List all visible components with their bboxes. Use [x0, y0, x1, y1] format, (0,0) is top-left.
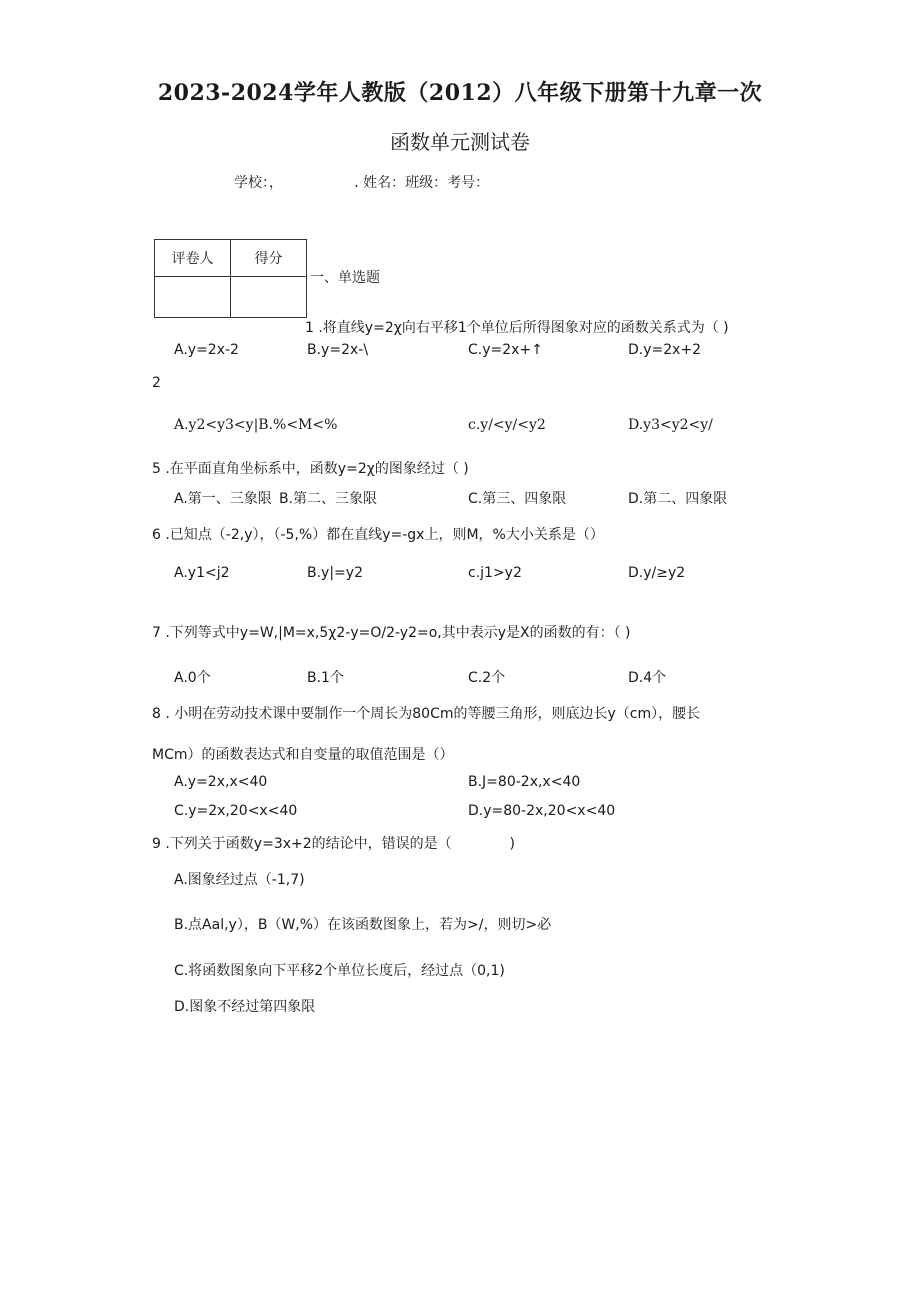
question-2-option-d: D.y3<y2<y/	[628, 417, 713, 433]
score-table	[154, 239, 307, 318]
question-5-option-d: D.第二、四象限	[628, 491, 728, 507]
page-title: 2023-2024学年人教版（2012）八年级下册第十九章一次	[157, 80, 763, 106]
question-2-stem: 2	[152, 375, 161, 391]
score-table-cell-score	[231, 277, 307, 318]
question-8-option-a: A.y=2x,x<40	[174, 774, 268, 790]
score-table-header-grader: 评卷人	[155, 240, 231, 277]
student-info-line: 学校：， . 姓名：班级：考号：	[234, 175, 490, 191]
question-5-option-a: A.第一、三象限	[174, 491, 272, 507]
question-6-option-d: D.y/≥y2	[628, 565, 686, 581]
question-6-option-b: B.y|=y2	[307, 565, 363, 581]
question-6-option-a: A.y1<j2	[174, 565, 230, 581]
question-9-stem: 9 .下列关于函数y=3x+2的结论中，错误的是（ )	[152, 836, 515, 852]
question-5-option-c: C.第三、四象限	[468, 491, 567, 507]
question-7-stem: 7 .下列等式中y=W,|M=x,5χ2-y=O/2-y2=o,其中表示y是X的函数的有：（ )	[152, 625, 631, 641]
question-8-option-c: C.y=2x,20<x<40	[174, 803, 298, 819]
question-8-stem-continued: MCm）的函数表达式和自变量的取值范围是（）	[152, 747, 454, 763]
question-1-option-a: A.y=2x-2	[174, 342, 239, 358]
question-2-option-ab: A.y2<y3<y|B.%<M<%	[174, 417, 338, 433]
question-7-option-a: A.0个	[174, 670, 211, 686]
section-title: 一、单选题	[310, 270, 380, 286]
question-7-option-d: D.4个	[628, 670, 667, 686]
question-8-stem: 8 . 小明在劳动技术课中要制作一个周长为80Cm的等腰三角形，则底边长y（cm），腰长	[152, 706, 701, 722]
question-5-stem: 5 .在平面直角坐标系中，函数y=2χ的图象经过（ )	[152, 461, 469, 477]
question-6-option-c: c.j1>y2	[468, 565, 522, 581]
question-1-option-c: C.y=2x+↑	[468, 342, 543, 358]
question-6-stem: 6 .已知点（-2,y），（-5,%）都在直线y=-gx上，则M，%大小关系是（）	[152, 527, 604, 543]
score-table-cell-grader	[155, 277, 231, 318]
question-9-option-d: D.图象不经过第四象限	[174, 999, 316, 1015]
question-1-option-b: B.y=2x-\	[307, 342, 369, 358]
question-1-option-d: D.y=2x+2	[628, 342, 702, 358]
question-7-option-b: B.1个	[307, 670, 344, 686]
question-8-option-d: D.y=80-2x,20<x<40	[468, 803, 616, 819]
question-1-stem: 1 .将直线y=2χ向右平移1个单位后所得图象对应的函数关系式为（ )	[305, 320, 729, 336]
question-8-option-b: B.J=80-2x,x<40	[468, 774, 581, 790]
question-9-option-c: C.将函数图象向下平移2个单位长度后，经过点（0,1)	[174, 963, 505, 979]
question-9-option-a: A.图象经过点（-1,7)	[174, 872, 305, 888]
question-9-option-b: B.点Aal,y），B（W,%）在该函数图象上，若为>/，则切>必	[174, 917, 552, 933]
score-table-header-score: 得分	[231, 240, 307, 277]
question-2-option-c: c.y/<y/<y2	[468, 417, 546, 433]
page-subtitle: 函数单元测试卷	[390, 130, 530, 154]
question-7-option-c: C.2个	[468, 670, 506, 686]
question-5-option-b: B.第二、三象限	[279, 491, 378, 507]
